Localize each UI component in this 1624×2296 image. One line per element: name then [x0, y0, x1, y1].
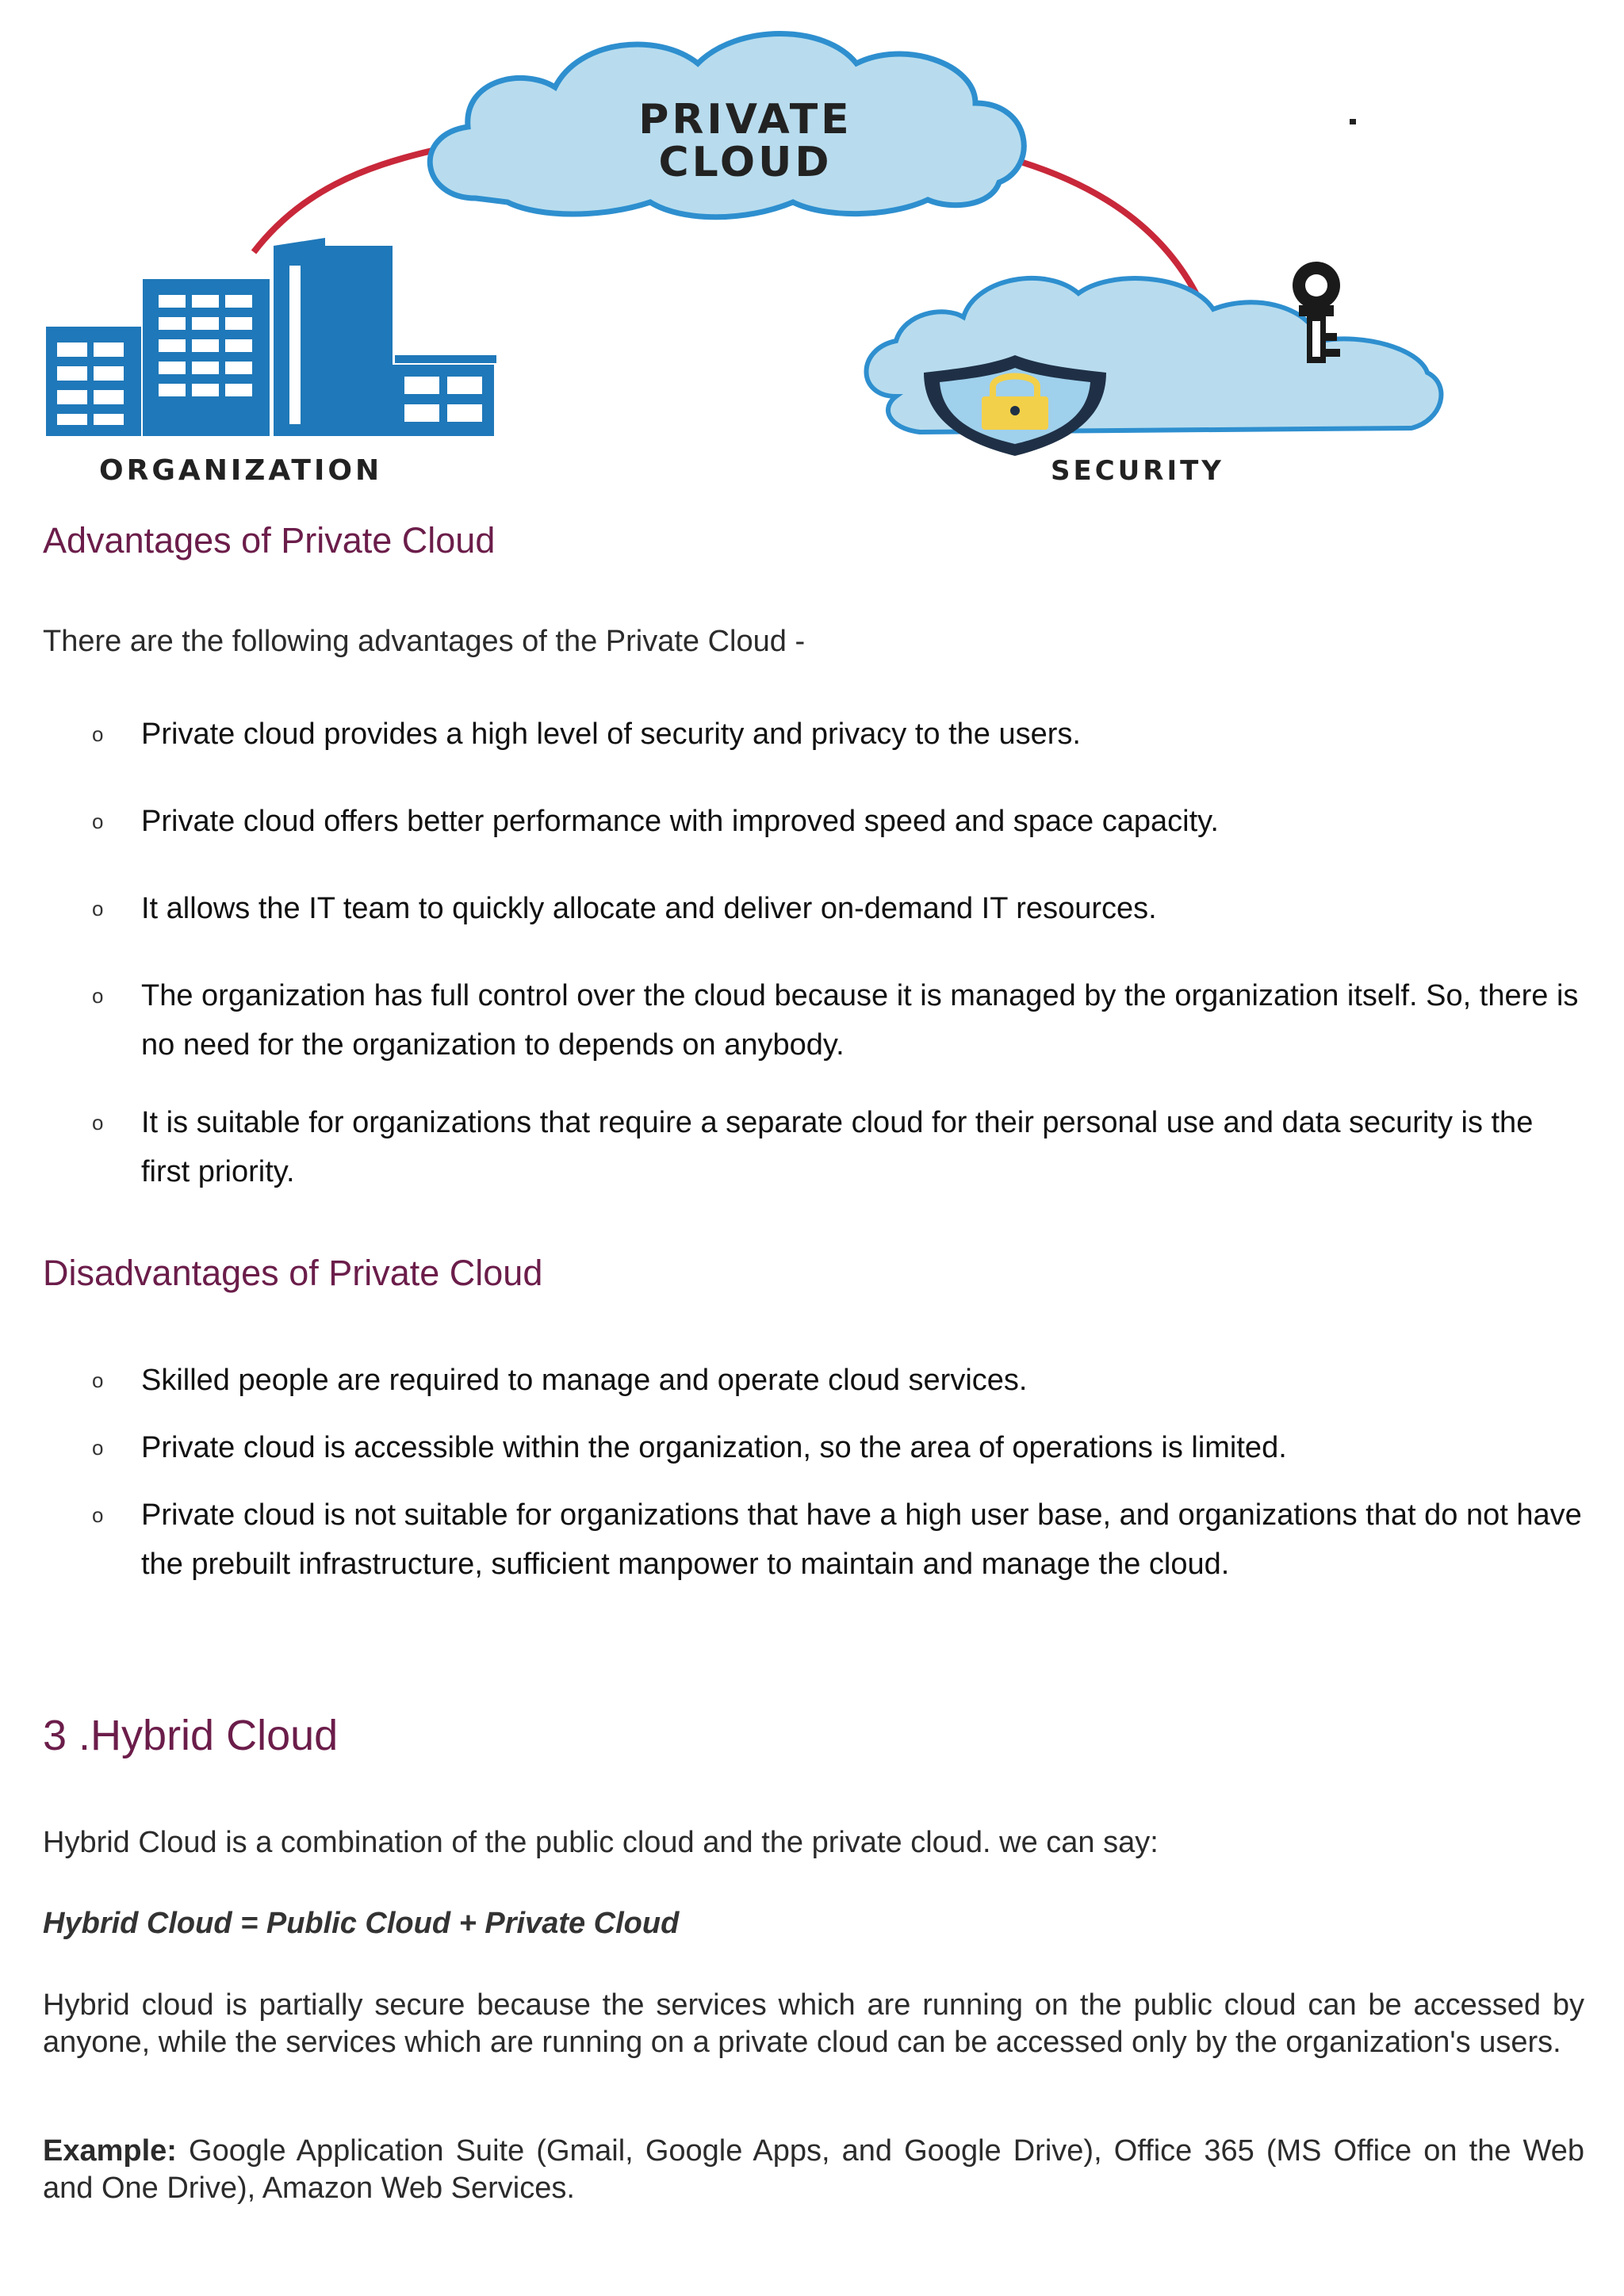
cloud-label-line1: PRIVATE [638, 96, 852, 144]
example-label: Example: [43, 2134, 177, 2168]
example-text: Google Application Suite (Gmail, Google Apps, and Google Drive), Office 365 (MS Office on the Web and One Drive), Amazon Web Services. [43, 2134, 1584, 2205]
cloud-label-line2: CLOUD [658, 139, 833, 186]
bullet-icon: o [92, 1503, 104, 1527]
bullet-icon: o [92, 1436, 104, 1460]
bullet-icon: o [92, 1111, 104, 1135]
list-item [43, 1356, 1584, 1405]
bullet-icon: o [92, 722, 104, 746]
advantages-intro: There are the following advantages of the Private Cloud - [43, 625, 806, 658]
list-item-text: Private cloud offers better performance with improved speed and space capacity. [141, 805, 1219, 838]
bullet-icon: o [92, 897, 104, 920]
left-connector-arc [254, 151, 432, 252]
list-item-text: Private cloud provides a high level of security and privacy to the users. [141, 718, 1081, 751]
list-item-text: The organization has full control over the cloud because it is managed by the organization itself. So, there is no need for the organization to depends on anybody. [141, 979, 1579, 1062]
list-item [43, 971, 1584, 1070]
list-item [43, 1423, 1584, 1472]
list-item-text: It allows the IT team to quickly allocate and deliver on-demand IT resources. [141, 892, 1157, 925]
organization-label: ORGANIZATION [99, 454, 383, 487]
list-item [43, 1098, 1584, 1196]
hybrid-description: Hybrid cloud is partially secure because the services which are running on the public cloud can be accessed by anyone, while the services which are running on a private cloud can be accessed only by the organization's users. [43, 1988, 1584, 2059]
list-item [43, 797, 1584, 846]
list-item-text: Skilled people are required to manage and operate cloud services. [141, 1364, 1028, 1397]
bullet-icon: o [92, 1368, 104, 1392]
diagram-svg [0, 0, 1624, 507]
hybrid-example [43, 2133, 1584, 2207]
list-item [43, 884, 1584, 933]
hybrid-intro: Hybrid Cloud is a combination of the public cloud and the private cloud. we can say: [43, 1826, 1159, 1859]
list-item-text: It is suitable for organizations that require a separate cloud for their personal use and data security is the first priority. [141, 1106, 1534, 1188]
security-label: SECURITY [1051, 455, 1224, 487]
bullet-icon: o [92, 809, 104, 833]
advantages-heading: Advantages of Private Cloud [43, 520, 496, 561]
list-item [43, 710, 1584, 759]
shield-lock-icon [924, 355, 1106, 456]
hybrid-formula: Hybrid Cloud = Public Cloud + Private Cloud [43, 1907, 680, 1940]
list-item-text: Private cloud is not suitable for organizations that have a high user base, and organizations that do not have the prebuilt infrastructure, sufficient manpower to maintain and manage the cloud. [141, 1498, 1582, 1581]
disadvantages-heading: Disadvantages of Private Cloud [43, 1253, 543, 1293]
private-cloud-diagram [0, 0, 1624, 507]
stray-mark [1350, 119, 1356, 124]
list-item [43, 1490, 1584, 1589]
list-item-text: Private cloud is accessible within the organization, so the area of operations is limited. [141, 1431, 1287, 1464]
bullet-icon: o [92, 984, 104, 1008]
hybrid-heading: 3 .Hybrid Cloud [43, 1712, 339, 1759]
